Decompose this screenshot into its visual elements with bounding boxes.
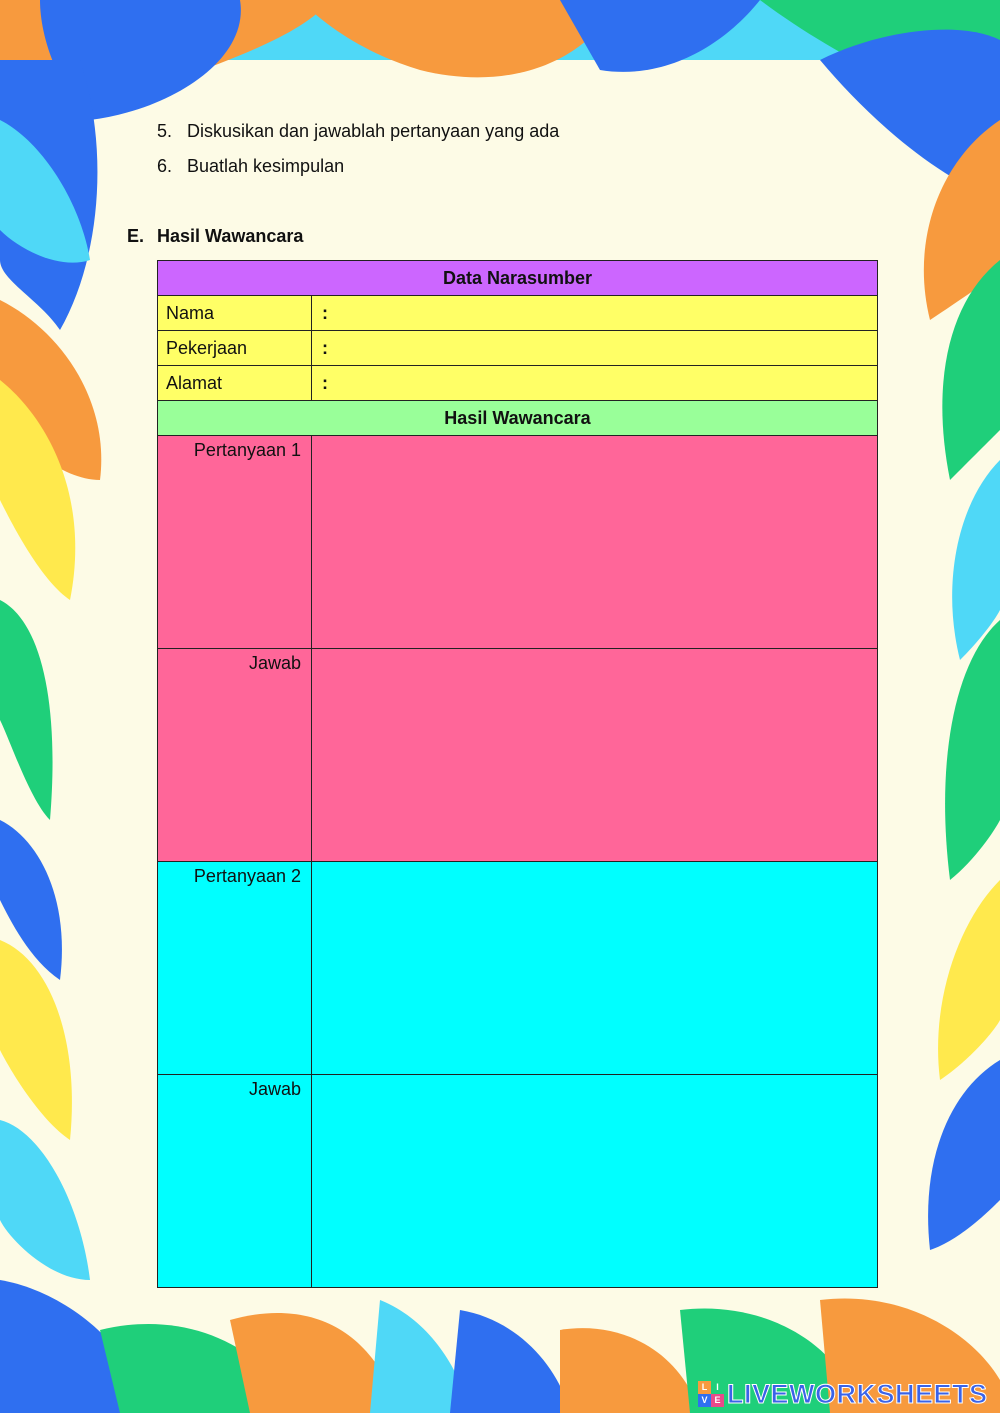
question-2-row bbox=[158, 862, 878, 1075]
field-row-address bbox=[158, 366, 878, 401]
address-field[interactable] bbox=[312, 366, 878, 401]
results-header: Hasil Wawancara bbox=[158, 401, 878, 436]
field-label: Pekerjaan bbox=[158, 331, 312, 366]
step-text: Buatlah kesimpulan bbox=[187, 156, 345, 176]
question-1-input[interactable] bbox=[312, 436, 878, 649]
instruction-step-6 bbox=[157, 156, 344, 177]
answer-2-input[interactable] bbox=[312, 1075, 878, 1288]
question-1-row bbox=[158, 436, 878, 649]
field-label: Nama bbox=[158, 296, 312, 331]
liveworksheets-logo-icon bbox=[698, 1381, 724, 1407]
logo-letter: I bbox=[711, 1381, 724, 1394]
answer-label: Jawab bbox=[158, 649, 312, 862]
source-header-row bbox=[158, 261, 878, 296]
interview-table bbox=[157, 260, 878, 1288]
logo-letter: V bbox=[698, 1394, 711, 1407]
field-colon: : bbox=[322, 337, 328, 358]
name-field[interactable] bbox=[312, 296, 878, 331]
answer-2-row bbox=[158, 1075, 878, 1288]
field-row-name bbox=[158, 296, 878, 331]
question-label: Pertanyaan 2 bbox=[158, 862, 312, 1075]
instruction-step-5 bbox=[157, 121, 559, 142]
step-text: Diskusikan dan jawablah pertanyaan yang ada bbox=[187, 121, 560, 141]
field-label: Alamat bbox=[158, 366, 312, 401]
logo-letter: L bbox=[698, 1381, 711, 1394]
liveworksheets-brand bbox=[698, 1378, 988, 1410]
field-colon: : bbox=[322, 302, 328, 323]
field-colon: : bbox=[322, 372, 328, 393]
section-heading bbox=[127, 226, 303, 247]
section-title: Hasil Wawancara bbox=[157, 226, 304, 246]
field-row-occupation bbox=[158, 331, 878, 366]
answer-1-row bbox=[158, 649, 878, 862]
results-header-row bbox=[158, 401, 878, 436]
brand-text: LIVEWORKSHEETS bbox=[727, 1378, 988, 1409]
answer-1-input[interactable] bbox=[312, 649, 878, 862]
source-header: Data Narasumber bbox=[158, 261, 878, 296]
step-number: 5. bbox=[157, 121, 173, 141]
answer-label: Jawab bbox=[158, 1075, 312, 1288]
step-number: 6. bbox=[157, 156, 173, 176]
question-label: Pertanyaan 1 bbox=[158, 436, 312, 649]
section-letter: E. bbox=[127, 226, 145, 246]
logo-letter: E bbox=[711, 1394, 724, 1407]
occupation-field[interactable] bbox=[312, 331, 878, 366]
question-2-input[interactable] bbox=[312, 862, 878, 1075]
